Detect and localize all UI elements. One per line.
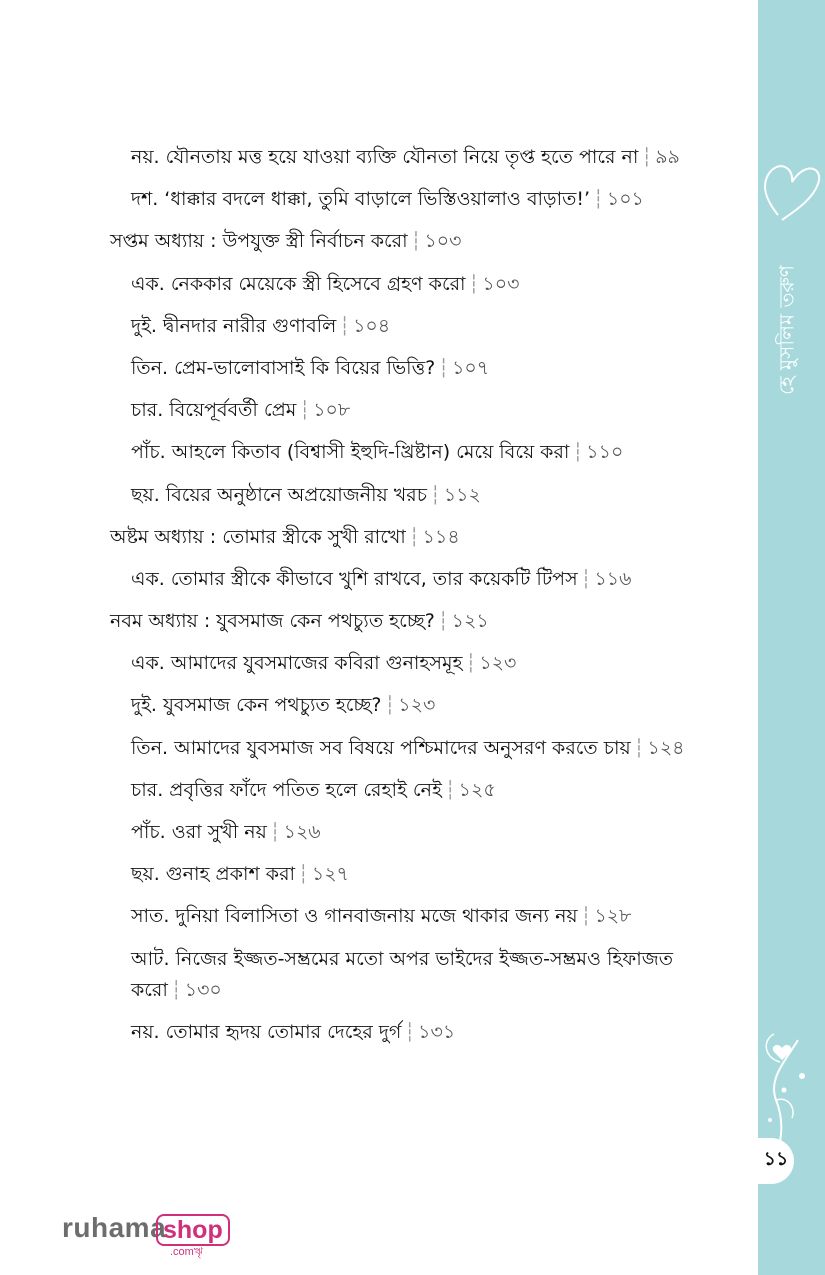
toc-entry-title: সাত. দুনিয়া বিলাসিতা ও গানবাজনায় মজে থাকার জন্য নয়	[131, 905, 578, 928]
toc-entry-page: ১২৩	[479, 652, 517, 675]
toc-entry-title: পাঁচ. ওরা সুখী নয়	[131, 821, 267, 843]
toc-entry-title: আট. নিজের ইজ্জত-সম্ভ্রমের মতো অপর ভাইদের ইজ্জত-সম্ভ্রমও হিফাজত করো	[131, 947, 674, 1001]
toc-separator: ┆	[299, 400, 311, 422]
toc-section	[110, 353, 720, 384]
toc-entry-title: নয়. তোমার হৃদয় তোমার দেহের দুর্গ	[131, 1020, 402, 1043]
toc-entry-page: ১২১	[451, 610, 489, 633]
toc-separator: ┆	[298, 864, 309, 886]
toc-entry-page: ১০৩	[424, 230, 462, 253]
toc-entry-title: এক. নেককার মেয়েকে স্ত্রী হিসেবে গ্রহণ করো	[131, 272, 466, 295]
toc-entry-title: দুই. দ্বীনদার নারীর গুণাবলি	[131, 314, 337, 337]
toc-entry-page: ১০৮	[313, 399, 351, 422]
toc-entry-title: অষ্টম অধ্যায় : তোমার স্ত্রীকে সুখী রাখো	[110, 525, 406, 548]
toc-entry-page: ৯৯	[655, 146, 680, 168]
toc-section	[110, 690, 720, 721]
toc-entry-title: তিন. আমাদের যুবসমাজ সব বিষয়ে পশ্চিমাদের অনুসরণ করতে চায়	[131, 736, 631, 759]
toc-separator: ┆	[269, 822, 281, 843]
toc-entry-page: ১০৭	[452, 356, 490, 379]
toc-entry-page: ১২৩	[398, 694, 436, 717]
page-number: ১১	[758, 1138, 794, 1184]
toc-entry-page: ১২৫	[458, 778, 496, 801]
toc-separator: ┆	[429, 484, 441, 506]
toc-chapter	[110, 522, 720, 553]
toc-section	[110, 184, 720, 215]
toc-separator: ┆	[339, 315, 351, 337]
toc-entry-page: ১১০	[586, 441, 624, 464]
toc-separator: ┆	[408, 526, 420, 548]
toc-entry-title: দুই. যুবসমাজ কেন পথচ্যুত হচ্ছে?	[131, 694, 382, 717]
logo-text-ruhama: ruhama	[62, 1212, 167, 1243]
toc-section	[110, 395, 720, 426]
toc-section	[110, 817, 720, 848]
floral-ornament-icon	[758, 0, 825, 1275]
toc-entry-title: নবম অধ্যায় : যুবসমাজ কেন পথচ্যুত হচ্ছে?	[110, 610, 435, 633]
toc-entry-page: ১১২	[443, 483, 481, 506]
toc-entry-title: পাঁচ. আহলে কিতাব (বিশ্বাসী ইহুদি-খ্রিষ্টান) মেয়ে বিয়ে করা	[131, 441, 570, 464]
sidebar-band	[758, 0, 825, 1275]
toc-entry-title: দশ. ‘ধাক্কার বদলে ধাক্কা, তুমি বাড়ালে ভিস্তিওয়ালাও বাড়াত!’	[131, 188, 591, 211]
toc-section	[110, 437, 720, 468]
toc-separator: ┆	[437, 611, 449, 633]
toc-section	[110, 733, 720, 764]
toc-separator: ┆	[580, 906, 592, 928]
toc-separator: ┆	[438, 357, 450, 379]
toc-entry-page: ১২৮	[594, 905, 632, 928]
toc-entry-page: ১১৪	[422, 525, 460, 548]
toc-separator: ┆	[593, 189, 604, 211]
toc-section	[110, 859, 720, 890]
toc-section	[110, 648, 720, 679]
toc-entry-title: এক. তোমার স্ত্রীকে কীভাবে খুশি রাখবে, তার কয়েকটি টিপস	[131, 567, 578, 590]
toc-entry-title: নয়. যৌনতায় মত্ত হয়ে যাওয়া ব্যক্তি যৌনতা নিয়ে তৃপ্ত হতে পারে না	[131, 146, 639, 168]
toc-entry-page: ১২৭	[311, 863, 349, 886]
running-title: হে মুসলিম তরুণ	[774, 265, 799, 395]
toc-separator: ┆	[641, 147, 653, 168]
toc-section	[110, 142, 720, 173]
toc-entry-title: চার. প্রবৃত্তির ফাঁদে পতিত হলে রেহাই নেই	[131, 778, 442, 801]
toc-entry-page: ১১৬	[594, 567, 632, 590]
toc-entry-title: চার. বিয়েপূর্ববর্তী প্রেম	[131, 399, 297, 422]
toc-section	[110, 269, 720, 300]
toc-separator: ┆	[444, 779, 456, 801]
toc-separator: ┆	[468, 273, 480, 295]
logo-text-domain: .comৠ	[170, 1246, 203, 1258]
toc-separator: ┆	[404, 1021, 416, 1043]
toc-entry-page: ১৩১	[418, 1020, 456, 1043]
toc-section	[110, 775, 720, 806]
toc-separator: ┆	[633, 737, 645, 759]
toc-entry-title: এক. আমাদের যুবসমাজের কবিরা গুনাহসমূহ	[131, 652, 463, 675]
table-of-contents	[110, 142, 720, 1059]
toc-section	[110, 311, 720, 342]
toc-separator: ┆	[572, 442, 584, 464]
toc-section	[110, 944, 720, 1006]
toc-section	[110, 564, 720, 595]
toc-entry-page: ১৩০	[184, 978, 222, 1001]
toc-separator: ┆	[580, 568, 592, 590]
toc-section	[110, 480, 720, 511]
toc-separator: ┆	[170, 979, 182, 1001]
toc-entry-title: ছয়. গুনাহ প্রকাশ করা	[131, 863, 296, 886]
toc-entry-page: ১০১	[606, 188, 644, 211]
toc-section	[110, 901, 720, 932]
toc-separator: ┆	[410, 231, 422, 253]
toc-entry-title: তিন. প্রেম-ভালোবাসাই কি বিয়ের ভিত্তি?	[131, 356, 436, 379]
toc-chapter	[110, 606, 720, 637]
logo-text-shop: shop	[156, 1214, 230, 1246]
toc-entry-title: ছয়. বিয়ের অনুষ্ঠানে অপ্রয়োজনীয় খরচ	[131, 483, 427, 506]
toc-separator: ┆	[384, 695, 396, 717]
toc-entry-page: ১২৪	[647, 736, 685, 759]
toc-entry-page: ১২৬	[283, 821, 321, 843]
toc-entry-page: ১০৩	[482, 272, 520, 295]
toc-chapter	[110, 226, 720, 257]
toc-section	[110, 1017, 720, 1048]
toc-separator: ┆	[465, 653, 477, 675]
toc-entry-page: ১০৪	[353, 314, 391, 337]
toc-entry-title: সপ্তম অধ্যায় : উপযুক্ত স্ত্রী নির্বাচন করো	[110, 230, 408, 253]
